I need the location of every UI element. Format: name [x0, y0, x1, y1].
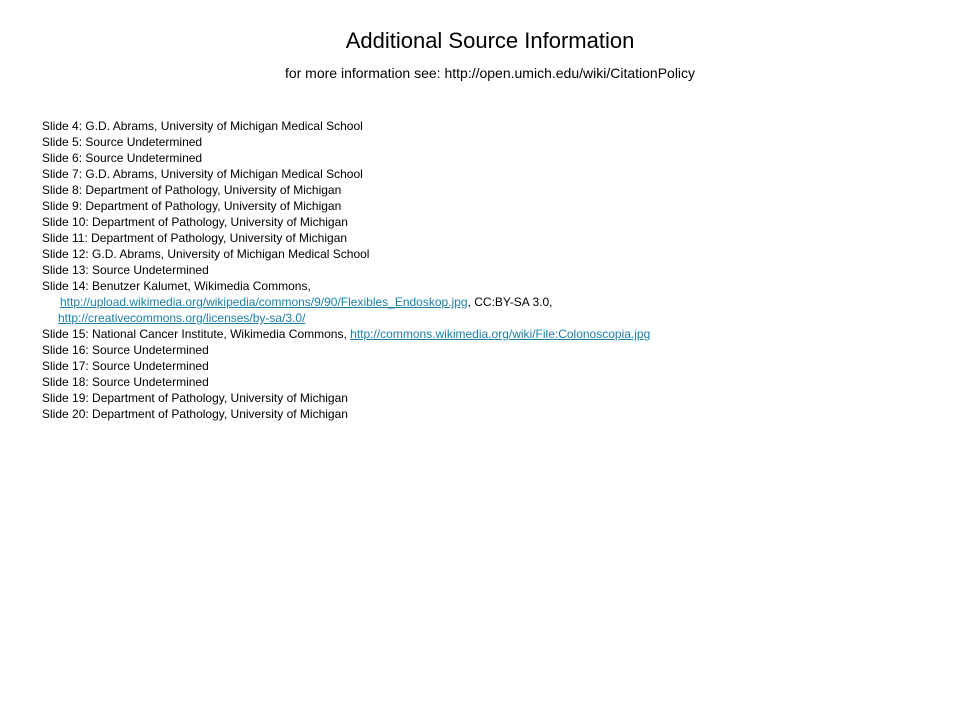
- credit-line-slide-14-license: [42, 310, 942, 326]
- credit-line-slide-10: Slide 10: Department of Pathology, University of Michigan: [42, 215, 348, 229]
- colonoscopia-link[interactable]: http://commons.wikimedia.org/wiki/File:Colonoscopia.jpg: [350, 327, 651, 341]
- credit-line-slide-17: Slide 17: Source Undetermined: [42, 359, 209, 373]
- credit-line-slide-8: Slide 8: Department of Pathology, University of Michigan: [42, 183, 342, 197]
- cc-by-sa-license-link[interactable]: http://creativecommons.org/licenses/by-sa/3.0/: [58, 311, 306, 325]
- page-title: Additional Source Information: [345, 28, 635, 53]
- slide-15-text: Slide 15: National Cancer Institute, Wikimedia Commons,: [42, 327, 351, 341]
- credit-line-slide-14: Slide 14: Benutzer Kalumet, Wikimedia Commons,: [42, 279, 311, 293]
- credit-line-slide-16: Slide 16: Source Undetermined: [42, 343, 209, 357]
- credit-line-slide-6: Slide 6: Source Undetermined: [42, 151, 203, 165]
- credit-line-slide-18: Slide 18: Source Undetermined: [42, 375, 209, 389]
- flexibles-endoskop-link[interactable]: http://upload.wikimedia.org/wikipedia/commons/9/90/Flexibles_Endoskop.jpg: [60, 295, 468, 309]
- credits-list: [42, 118, 942, 422]
- credit-line-slide-15: [42, 326, 942, 342]
- credit-line-slide-11: Slide 11: Department of Pathology, University of Michigan: [42, 231, 348, 245]
- credit-line-slide-13: Slide 13: Source Undetermined: [42, 263, 209, 277]
- credit-line-slide-12: Slide 12: G.D. Abrams, University of Michigan Medical School: [42, 247, 370, 261]
- license-text: , CC:BY-SA 3.0,: [467, 295, 553, 309]
- credit-line-slide-14-source: [42, 294, 942, 310]
- credit-line-slide-5: Slide 5: Source Undetermined: [42, 135, 203, 149]
- credit-line-slide-9: Slide 9: Department of Pathology, University of Michigan: [42, 199, 342, 213]
- credit-line-slide-7: Slide 7: G.D. Abrams, University of Michigan Medical School: [42, 167, 363, 181]
- credit-line-slide-19: Slide 19: Department of Pathology, University of Michigan: [42, 391, 348, 405]
- credit-line-slide-20: Slide 20: Department of Pathology, University of Michigan: [42, 407, 348, 421]
- page-subtitle: for more information see: http://open.umich.edu/wiki/CitationPolicy: [284, 65, 696, 81]
- credit-line-slide-4: Slide 4: G.D. Abrams, University of Michigan Medical School: [42, 119, 363, 133]
